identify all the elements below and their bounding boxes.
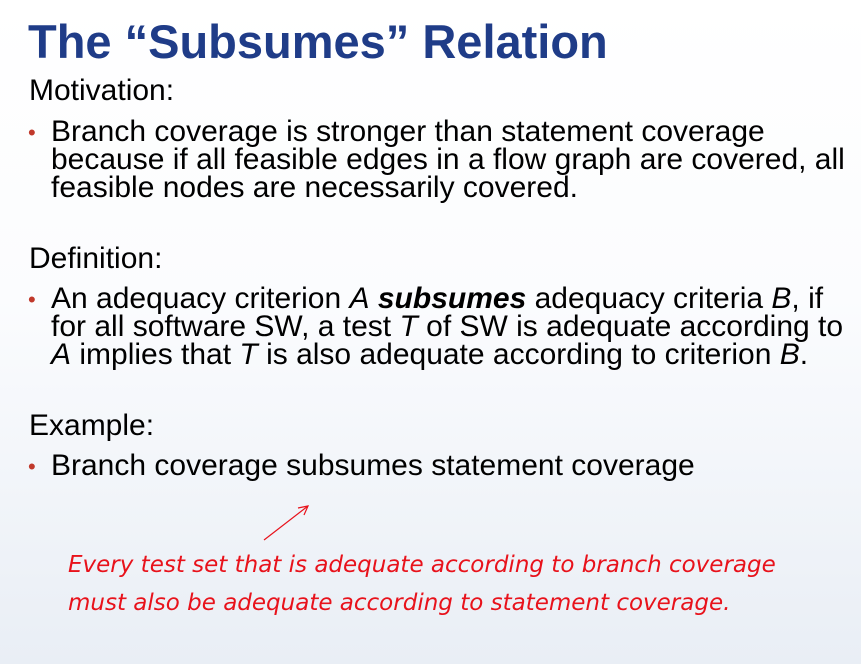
annotation-note	[68, 546, 858, 622]
term-a: A	[51, 338, 72, 371]
bullet-text-definition: An adequacy criterion A subsumes adequacy criteria B, if for all software SW, a test T of SW is adequate according to A implies that T is also adequate according to criterion B.	[51, 282, 844, 371]
heading-definition: Definition:	[29, 242, 163, 275]
annotation-line-1: Every test set that is adequate according to branch coverage	[68, 552, 776, 578]
keyword-subsumes: subsumes	[377, 282, 527, 315]
heading-example: Example:	[29, 409, 155, 442]
term-t: T	[239, 338, 258, 371]
term-b: B	[779, 338, 800, 371]
slide-title: The “Subsumes” Relation	[28, 15, 608, 68]
term-t: T	[399, 310, 418, 343]
bullet-icon: •	[28, 454, 36, 479]
annotation-line-2: must also be adequate according to statement coverage.	[68, 590, 731, 616]
term-a: A	[349, 282, 370, 315]
bullet-icon: •	[28, 287, 36, 312]
bullet-icon: •	[28, 120, 36, 145]
heading-motivation: Motivation:	[29, 74, 175, 107]
bullet-text-example: Branch coverage subsumes statement coverage	[51, 449, 695, 482]
arrow-icon	[258, 500, 314, 546]
bullet-text-motivation: Branch coverage is stronger than statement coverage because if all feasible edges in a flow graph are covered, all feasible nodes are necessarily covered.	[51, 115, 845, 204]
term-b: B	[771, 282, 792, 315]
